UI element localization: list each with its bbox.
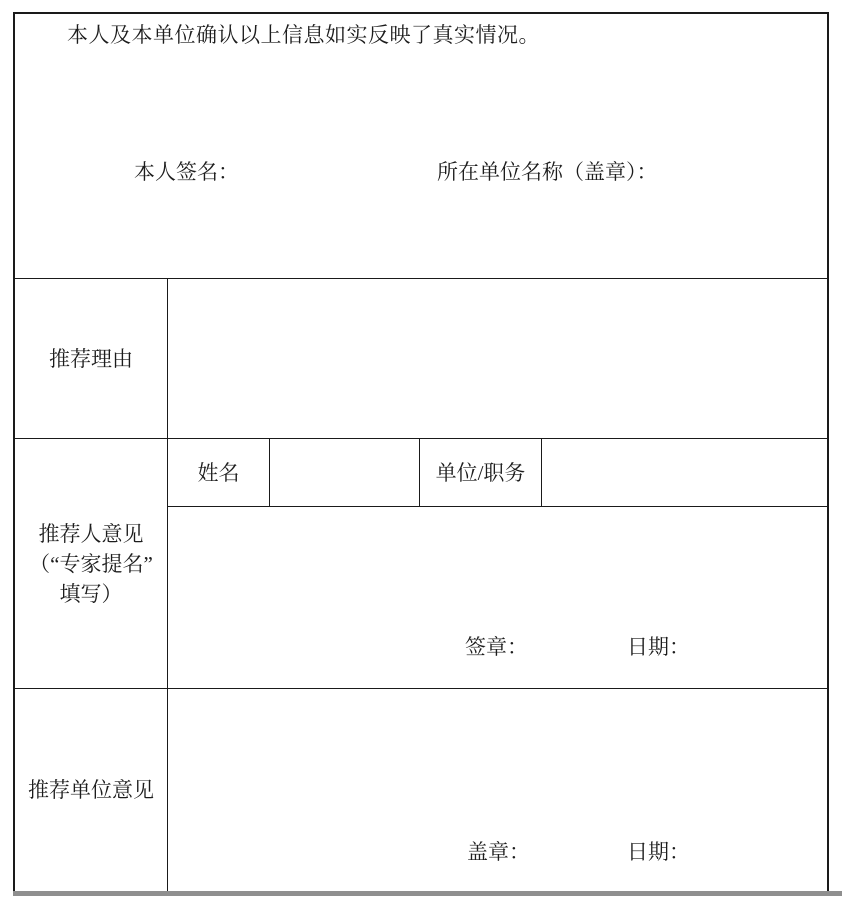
recommender-label-line2: （“专家提名” (29, 551, 153, 576)
recommender-label-cell (15, 439, 168, 688)
recommender-stamp-row (168, 632, 827, 659)
reason-label-cell (15, 279, 168, 438)
stamp-label: 盖章： (467, 840, 530, 864)
confirmation-text: 本人及本单位确认以上信息如实反映了真实情况。 (67, 23, 540, 47)
recommender-content (168, 439, 827, 688)
name-label: 姓名 (197, 460, 240, 485)
page-bottom-edge (13, 891, 842, 896)
unit-opinion-label-cell (15, 689, 168, 891)
reason-section (15, 278, 827, 438)
unit-stamp-row (168, 837, 827, 864)
unit-opinion-label: 推荐单位意见 (28, 778, 154, 802)
name-value-cell[interactable] (270, 439, 420, 506)
unit-opinion-comment-area[interactable] (168, 689, 827, 891)
sign-stamp-label: 签章： (465, 635, 528, 659)
recommender-comment-area[interactable] (168, 507, 827, 688)
signature-row (15, 157, 827, 184)
recommender-label-line1: 推荐人意见 (38, 521, 144, 546)
unit-position-value-cell[interactable] (542, 439, 827, 506)
unit-date-label: 日期： (627, 840, 690, 864)
confirmation-section (15, 14, 827, 278)
reason-input-area[interactable] (168, 279, 827, 438)
personal-signature-label: 本人签名： (134, 160, 239, 184)
recommender-section (15, 438, 827, 688)
unit-name-stamp-label: 所在单位名称（盖章）： (437, 160, 658, 184)
recommender-name-row (168, 439, 827, 507)
recommendation-form-table (13, 12, 829, 891)
unit-position-label-cell (420, 439, 542, 506)
reason-label: 推荐理由 (49, 346, 133, 371)
unit-opinion-section (15, 688, 827, 891)
name-label-cell (168, 439, 270, 506)
recommender-label-line3: 填写） (59, 581, 123, 606)
unit-position-label: 单位/职务 (435, 460, 526, 485)
recommender-date-label: 日期： (627, 635, 690, 659)
